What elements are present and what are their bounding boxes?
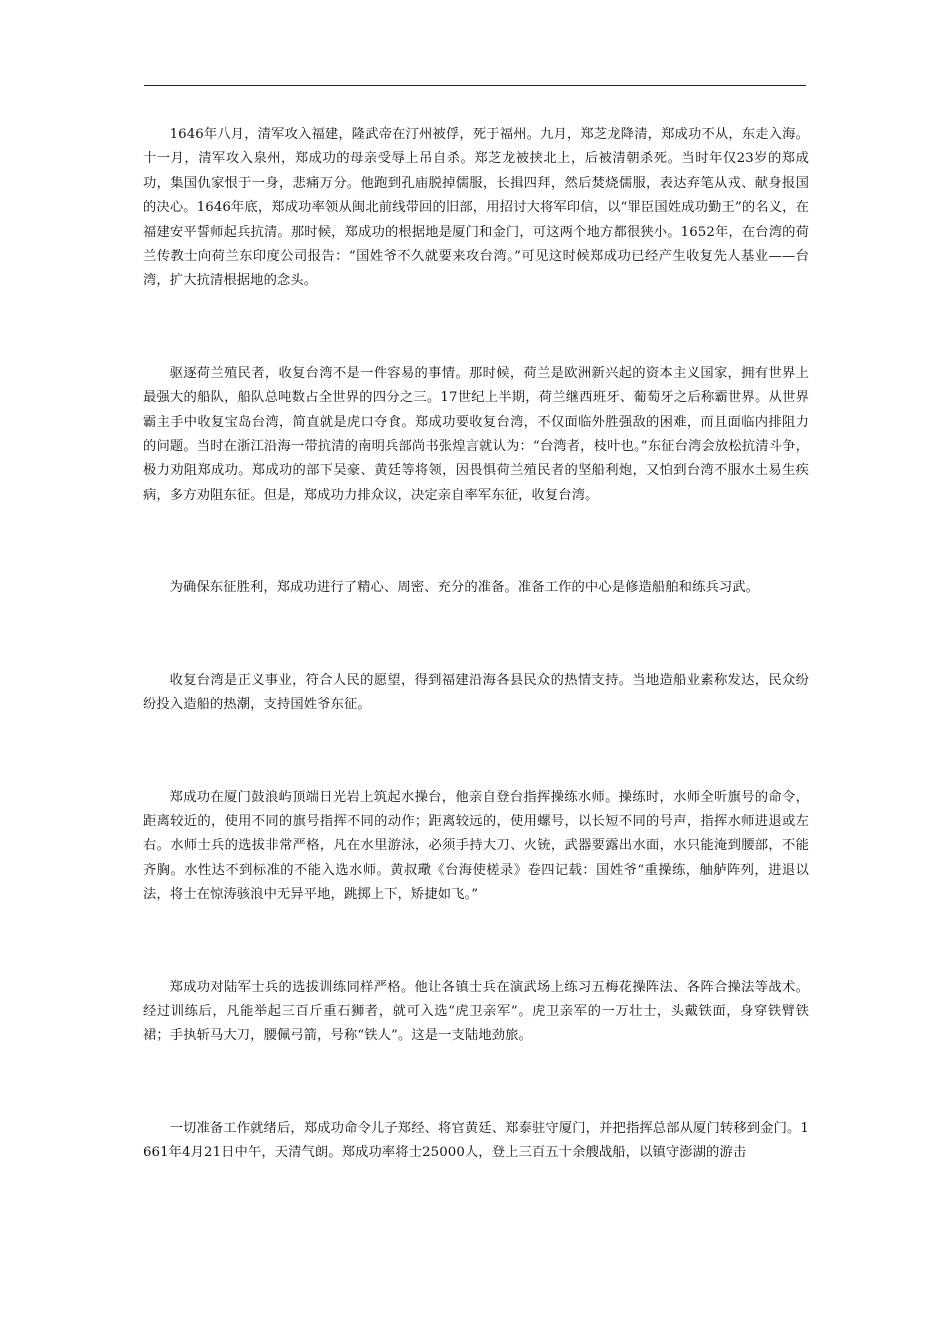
paragraph-1: 1646年八月，清军攻入福建，隆武帝在汀州被俘，死于福州。九月，郑芝龙降清，郑成功不从，东走入海。十一月，清军攻入泉州，郑成功的母亲受辱上吊自杀。郑芝龙被挟北上，后被清朝杀死。当时年仅23岁的郑成功，集国仇家恨于一身，悲痛万分。他跑到孔庙脱掉儒服，长揖四拜，然后焚烧儒服，表达弃笔从戎、献身报国的决心。1646年底，郑成功率领从闽北前线带回的旧部，用招讨大将军印信，以“罪臣国姓成功勤王”的名义，在福建安平誓师起兵抗清。那时候，郑成功的根据地是厦门和金门，可这两个地方都很狭小。1652年，在台湾的荷兰传教士向荷兰东印度公司报告：“国姓爷不久就要来攻台湾。”可见这时候郑成功已经产生收复先人基业——台湾，扩大抗清根据地的念头。 [143,127,809,289]
document-body [143,123,809,1166]
header-rule [144,85,806,86]
paragraph-5: 郑成功在厦门鼓浪屿顶端日光岩上筑起水操台，他亲自登台指挥操练水师。操练时，水师全听旗号的命令，距离较近的，使用不同的旗号指挥不同的动作；距离较远的，使用螺号，以长短不同的号声，指挥水师进退或左右。水师士兵的选拔非常严格，凡在水里游泳，必须手持大刀、火铳，武器要露出水面，水只能淹到腰部，不能齐胸。水性达不到标准的不能入选水师。黄叔璥《台海使槎录》卷四记载：国姓爷“重操练，舳舻阵列，进退以法，将士在惊涛骇浪中无异平地，跳掷上下，矫捷如飞。” [143,789,809,903]
paragraph-7: 一切准备工作就绪后，郑成功命令儿子郑经、将官黄廷、郑泰驻守厦门，并把指挥总部从厦门转移到金门。1661年4月21日中午，天清气朗。郑成功率将士25000人，登上三百五十余艘战船，以镇守澎湖的游击 [143,1120,809,1161]
paragraph-4: 收复台湾是正义事业，符合人民的愿望，得到福建沿海各县民众的热情支持。当地造船业素称发达，民众纷纷投入造船的热潮，支持国姓爷东征。 [143,672,809,713]
paragraph-3: 为确保东征胜利，郑成功进行了精心、周密、充分的准备。准备工作的中心是修造船舶和练兵习武。 [169,580,760,596]
paragraph-6: 郑成功对陆军士兵的选拔训练同样严格。他让各镇士兵在演武场上练习五梅花操阵法、各阵合操法等战术。经过训练后，凡能举起三百斤重石狮者，就可入选“虎卫亲军”。虎卫亲军的一万壮士，头戴铁面，身穿铁臂铁裙；手执斩马大刀，腰佩弓箭，号称“铁人”。这是一支陆地劲旅。 [143,979,809,1044]
paragraph-2: 驱逐荷兰殖民者，收复台湾不是一件容易的事情。那时候，荷兰是欧洲新兴起的资本主义国家，拥有世界上最强大的船队，船队总吨数占全世界的四分之三。17世纪上半期，荷兰继西班牙、葡萄牙之后称霸世界。从世界霸主手中收复宝岛台湾，简直就是虎口夺食。郑成功要收复台湾，不仅面临外胜强敌的困难，而且面临内排阻力的问题。当时在浙江沿海一带抗清的南明兵部尚书张煌言就认为：“台湾者，枝叶也。”东征台湾会放松抗清斗争，极力劝阻郑成功。郑成功的部下吴豪、黄廷等将领，因畏惧荷兰殖民者的坚船利炮，又怕到台湾不服水土易生疾病，多方劝阻东征。但是，郑成功力排众议，决定亲自率军东征，收复台湾。 [143,365,809,503]
